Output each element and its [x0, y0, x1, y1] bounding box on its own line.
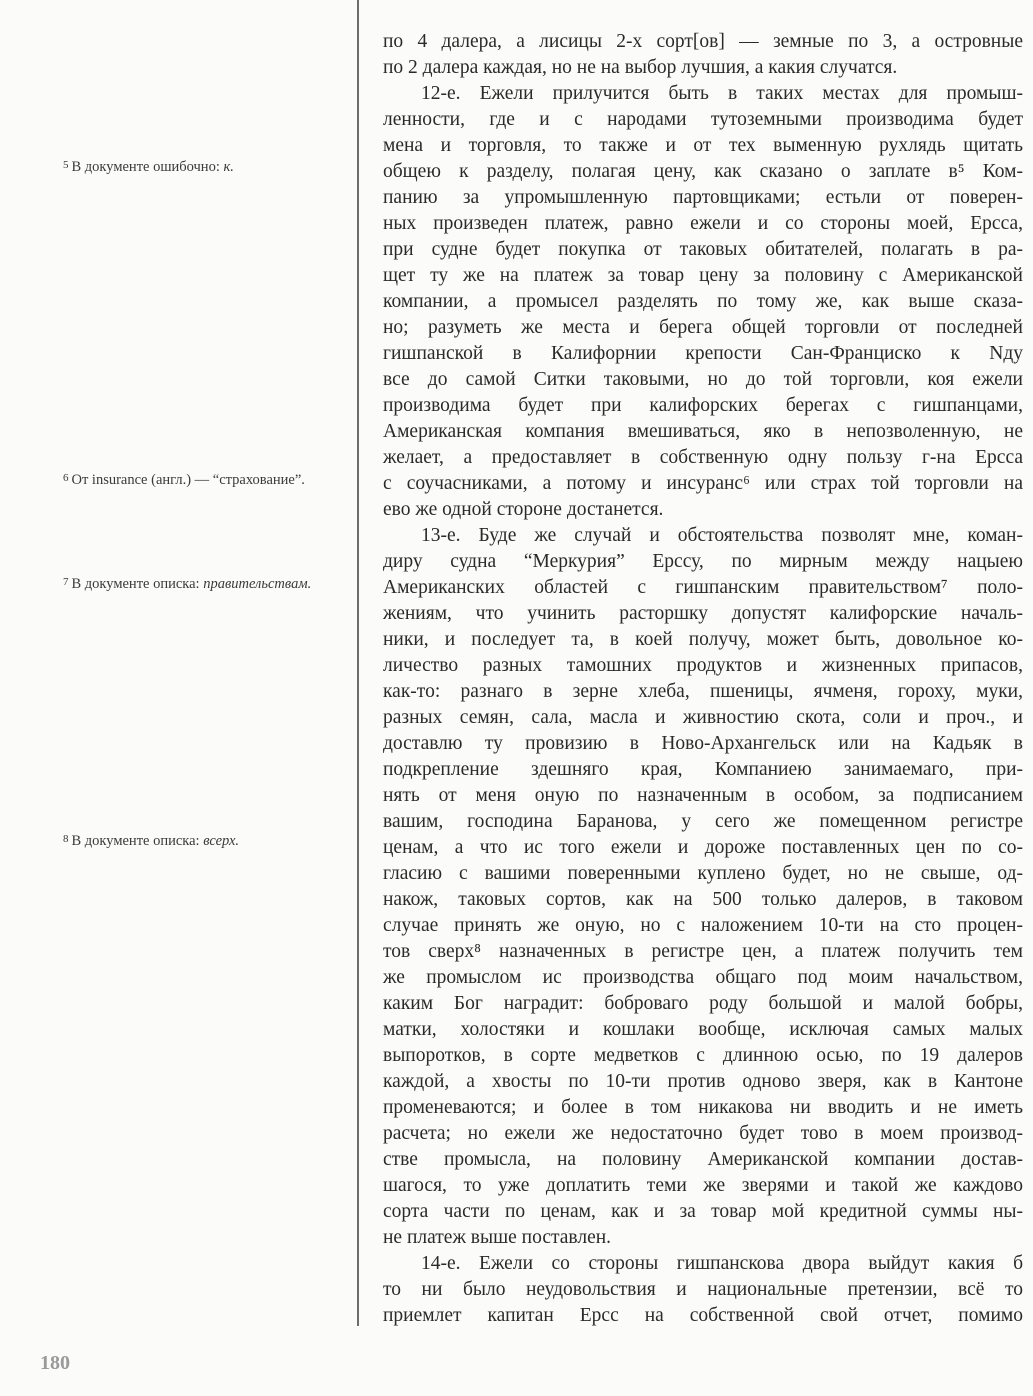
text-line: гласию с вашими поверенными куплено будет, но не свыше, од- — [383, 863, 1023, 884]
text-line: все до самой Ситки таковыми, но до той торговли, коя ежели — [383, 369, 1023, 390]
text-line: доставлю ту провизию в Ново-Архангельск или на Кадьяк в — [383, 733, 1023, 754]
footnote-text: В документе описка: — [71, 576, 204, 592]
text-line: Американских областей с гишпанским правительством⁷ поло- — [383, 577, 1023, 598]
text-line: компании, а промысел разделять по тому же, как выше сказа- — [383, 291, 1023, 312]
text-line: то ни было неудовольствия и национальные претензии, всё то — [383, 1279, 1023, 1300]
page-number: 180 — [40, 1352, 70, 1374]
text-line: сорта части по ценам, как и за товар мой кредитной суммы ны- — [383, 1201, 1023, 1222]
text-line: тов сверх⁸ назначенных в регистре цен, а платеж получить тем — [383, 941, 1023, 962]
text-line: нять от меня оную по назначенным в особом, за подписанием — [383, 785, 1023, 806]
footnote-5 — [63, 158, 341, 177]
footnote-italic-text: к. — [223, 159, 234, 175]
text-line: по 2 далера каждая, но не на выбор лучшия, а какия случатся. — [383, 57, 898, 78]
text-line: ных произведен платеж, равно ежели и со стороны моей, Ерсса, — [383, 213, 1023, 234]
text-line: разных семян, сала, масла и живностию скота, соли и проч., и — [383, 707, 1023, 728]
text-line: подкрепление здешняго края, Компаниею занимаемаго, при- — [383, 759, 1023, 780]
main-text-column — [383, 29, 1023, 1329]
footnote-number: 7 — [63, 576, 69, 588]
text-line: производима будет при калифорских берегах с гишпанцами, — [383, 395, 1023, 416]
text-line: желает, а предоставляет в собственную одну пользу г-на Ерсса — [383, 447, 1023, 468]
text-line: шагося, то уже доплатить теми же зверями и такой же каждово — [383, 1175, 1023, 1196]
text-line: панию за упромышленную партовщиками; естьли от поверен- — [383, 187, 1023, 208]
footnote-text: В документе ошибочно: — [71, 159, 224, 175]
text-line: общею к разделу, полагая цену, как сказано о заплате в⁵ Ком- — [383, 161, 1023, 182]
text-line: каждой, а хвосты по 10-ти против одново зверя, как в Кантоне — [383, 1071, 1023, 1092]
text-line: выпоротков, в сорте медветков с длинною осью, по 19 далеров — [383, 1045, 1023, 1066]
text-line: личество разных тамошних продуктов и жизненных припасов, — [383, 655, 1023, 676]
text-line: променеваются; и более в том никакова ни вводить и не иметь — [383, 1097, 1023, 1118]
text-line: мена и торговля, то также и от тех выменную рухлядь щитать — [383, 135, 1023, 156]
footnote-text: В документе описка: — [71, 833, 204, 849]
text-line: не платеж выше поставлен. — [383, 1227, 612, 1248]
text-line: стве промысла, на половину Американской компании достав- — [383, 1149, 1023, 1170]
text-line: ево же одной стороне достанется. — [383, 499, 664, 520]
text-line: ники, и последует та, в коей получу, может быть, довольное ко- — [383, 629, 1023, 650]
text-line: диру судна “Меркурия” Ерссу, по мирным между нацыею — [383, 551, 1023, 572]
footnote-8 — [63, 832, 341, 851]
footnote-italic-text: всерх. — [203, 833, 240, 849]
footnote-text: От insurance (англ.) — “страхование”. — [71, 472, 305, 488]
text-line: вашим, господина Баранова, у сего же помещенном регистре — [383, 811, 1023, 832]
text-line: с соучасниками, а потому и инсуранс⁶ или страх той торговли на — [383, 473, 1023, 494]
footnote-7 — [63, 575, 341, 594]
text-line: расчета; но ежели же недостаточно будет тово в моем производ- — [383, 1123, 1023, 1144]
text-line: по 4 далера, а лисицы 2-х сорт[ов] — земные по 3, а островные — [383, 31, 1023, 52]
footnote-italic-text: правительствам. — [203, 576, 312, 592]
text-line: 14-е. Ежели со стороны гишпанскова двора выйдут какия б — [421, 1253, 1023, 1274]
text-line: при судне будет покупка от таковых обитателей, полагать в ра- — [383, 239, 1023, 260]
text-line: приемлет капитан Ерсс на собственной свой отчет, помимо — [383, 1305, 1023, 1326]
text-line: гишпанской в Калифорнии крепости Сан-Франциско к Nду — [383, 343, 1023, 364]
text-line: же промыслом ис производства общаго под моим начальством, — [383, 967, 1023, 988]
text-line: жениям, что учинить расторшку допустят калифорские началь- — [383, 603, 1023, 624]
text-line: щет ту же на платеж за товар цену за половину с Американской — [383, 265, 1023, 286]
footnote-number: 8 — [63, 833, 69, 845]
footnote-number: 6 — [63, 472, 69, 484]
footnote-6 — [63, 471, 341, 490]
text-line: Американская компания вмешиваться, яко в непозволенную, не — [383, 421, 1023, 442]
text-line: 12-е. Ежели прилучится быть в таких местах для промыш- — [421, 83, 1023, 104]
text-line: каким Бог наградит: боброваго роду большой и малой бобры, — [383, 993, 1023, 1014]
text-line: 13-е. Буде же случай и обстоятельства позволят мне, коман- — [421, 525, 1023, 546]
text-line: но; разуметь же места и берега общей торговли от последней — [383, 317, 1023, 338]
text-line: матки, холостяки и кошлаки вообще, исключая самых малых — [383, 1019, 1023, 1040]
text-line: случае принять же оную, но с наложением 10-ти на сто процен- — [383, 915, 1023, 936]
footnote-number: 5 — [63, 159, 69, 171]
text-line: как-то: разнаго в зерне хлеба, пшеницы, ячменя, гороху, муки, — [383, 681, 1023, 702]
text-line: ленности, где и с народами тутоземными производима будет — [383, 109, 1023, 130]
column-divider — [357, 0, 359, 1326]
text-line: накож, таковых сортов, как на 500 только далеров, в таковом — [383, 889, 1023, 910]
text-line: ценам, а что ис того ежели и дороже поставленных цен по со- — [383, 837, 1023, 858]
